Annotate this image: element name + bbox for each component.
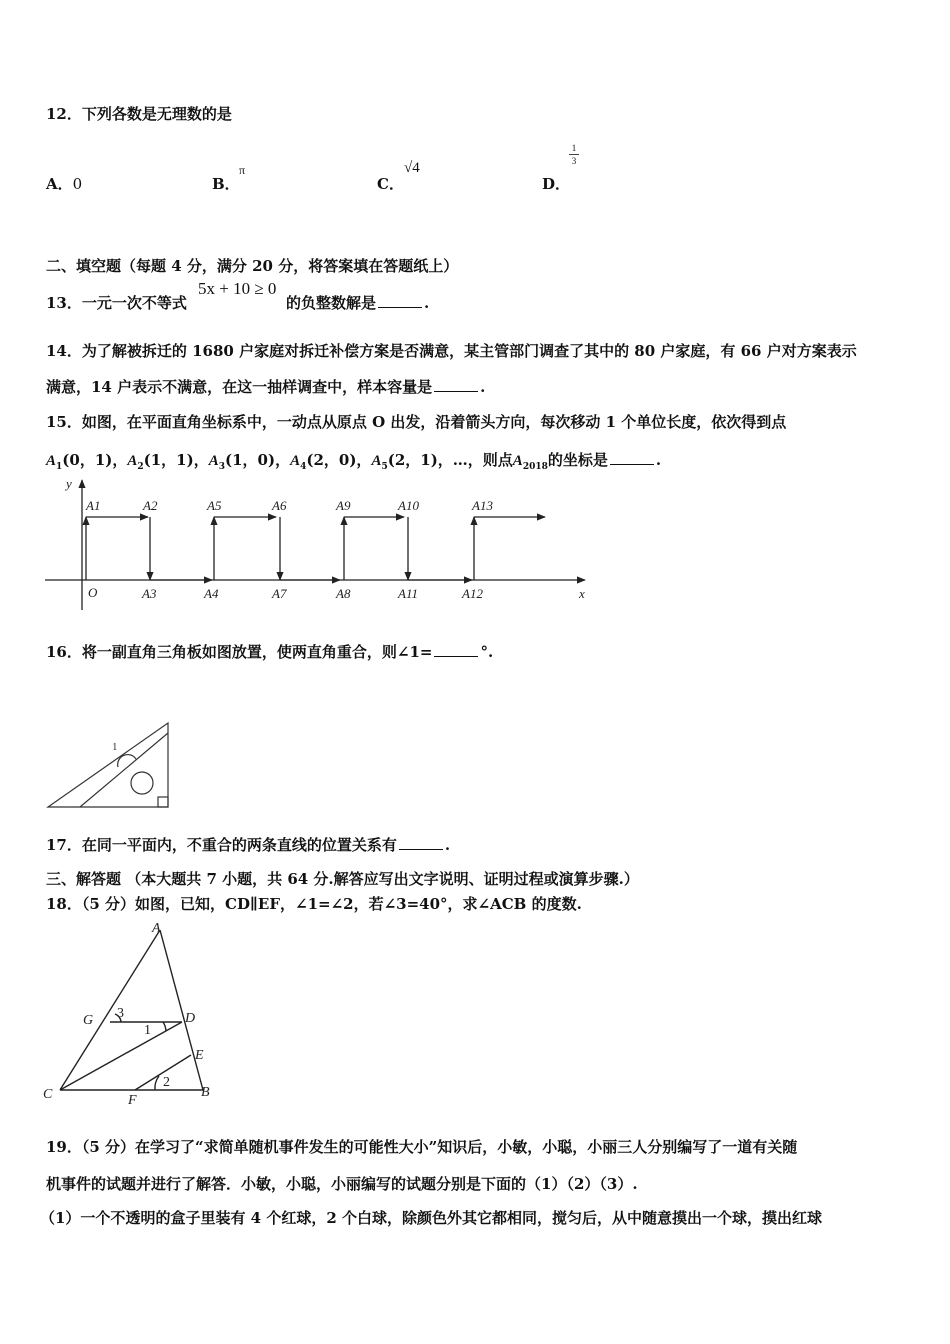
q13 xyxy=(46,292,187,313)
label-2: 2 xyxy=(163,1075,170,1090)
answer-blank xyxy=(378,295,422,308)
label-a11: A11 xyxy=(398,586,418,601)
point-coord: (2，1)，…，则点 xyxy=(387,451,513,469)
label-a7: A7 xyxy=(272,586,287,601)
q12-option-a xyxy=(46,173,82,194)
point-sub: 2 xyxy=(137,462,144,472)
q15-line1 xyxy=(46,411,786,432)
q14-line1 xyxy=(46,340,857,361)
answer-blank xyxy=(434,644,478,657)
q16-figure xyxy=(40,715,180,815)
label-a3: A3 xyxy=(142,586,157,601)
q13-end: . xyxy=(424,294,430,312)
point-coord: (0，1)， xyxy=(62,451,128,469)
point-sub: 3 xyxy=(218,462,225,472)
angle-1-arc xyxy=(163,1022,166,1031)
label-a1: A1 xyxy=(86,498,101,513)
label-3: 3 xyxy=(117,1006,124,1021)
q17 xyxy=(46,834,450,855)
fraction-denominator: 3 xyxy=(571,156,577,166)
q17-end: . xyxy=(444,836,451,854)
q14-line2 xyxy=(46,376,485,397)
label-e: E xyxy=(195,1048,204,1063)
origin-label: O xyxy=(88,585,98,600)
q12-number: 12． xyxy=(46,105,82,123)
label-c: C xyxy=(43,1087,53,1102)
answer-blank xyxy=(610,452,654,465)
point-sub: 5 xyxy=(381,462,388,472)
option-letter: C． xyxy=(377,175,404,193)
axis-y-label: y xyxy=(66,476,72,491)
point-coord: (1，0)， xyxy=(225,451,291,469)
section2-title: 二、填空题（每题 4 分，满分 20 分，将答案填在答题纸上） xyxy=(46,257,459,275)
label-a9: A9 xyxy=(336,498,351,513)
point-coord: (2，0)， xyxy=(306,451,372,469)
q19-line3: （1）一个不透明的盒子里装有 4 个红球，2 个白球，除颜色外其它都相同，搅匀后，从中随意摸出一个球，摸出红球 xyxy=(40,1209,822,1227)
point-name: A xyxy=(46,453,57,469)
q17-number: 17． xyxy=(46,836,82,854)
point-name: A xyxy=(371,453,382,469)
q16-end: °. xyxy=(480,643,494,661)
point-coord: (1，1)， xyxy=(143,451,209,469)
triangle-small-edge xyxy=(80,733,168,807)
angle-2-arc xyxy=(155,1076,159,1090)
q13-number: 13． xyxy=(46,294,82,312)
q15-line1-text: 如图，在平面直角坐标系中，一动点从原点 O 出发，沿着箭头方向，每次移动 1 个单位长度，依次得到点 xyxy=(81,413,787,431)
axis-x-label: x xyxy=(579,586,585,601)
q12-stem-text: 下列各数是无理数的是 xyxy=(81,105,232,123)
label-a13: A13 xyxy=(472,498,493,513)
q15-line2 xyxy=(46,449,661,472)
label-a4: A4 xyxy=(204,586,219,601)
label-1: 1 xyxy=(144,1023,151,1038)
q15-tail: 的坐标是 xyxy=(547,451,608,469)
label-a5: A5 xyxy=(207,498,222,513)
q13-after: 的负整数解是 xyxy=(286,294,377,312)
triangle-hole xyxy=(131,772,153,794)
q14-line2-text: 满意，14 户表示不满意，在这一抽样调查中，样本容量是 xyxy=(46,378,433,396)
q16 xyxy=(46,641,493,662)
q15-figure xyxy=(0,470,620,610)
line-ab xyxy=(160,930,203,1090)
label-d: D xyxy=(185,1011,196,1026)
pi-symbol: π xyxy=(239,163,246,177)
point-name: A xyxy=(512,453,523,469)
answer-blank xyxy=(434,379,478,392)
sqrt-four: √4 xyxy=(404,160,420,176)
fraction-numerator: 1 xyxy=(571,143,577,153)
q19-line2: 机事件的试题并进行了解答．小敏，小聪，小丽编写的试题分别是下面的（1）（2）（3）. xyxy=(46,1175,638,1193)
q17-text: 在同一平面内，不重合的两条直线的位置关系有 xyxy=(81,836,397,854)
q13-formula: 5x + 10 ≥ 0 xyxy=(198,279,277,298)
angle-1-label: 1 xyxy=(112,741,118,753)
fraction-one-third xyxy=(569,143,579,166)
fraction-bar xyxy=(569,154,579,155)
q12-option-b xyxy=(212,173,240,194)
point-sub: 1 xyxy=(56,462,63,472)
point-sub: 2018 xyxy=(522,462,548,472)
q19-number: 19． xyxy=(46,1138,82,1156)
q15-end: . xyxy=(655,451,662,469)
line-ac xyxy=(60,930,160,1090)
label-b: B xyxy=(201,1085,210,1100)
q18 xyxy=(46,893,582,914)
q12-stem xyxy=(46,103,232,124)
q19-line1-text: （5 分）在学习了“求简单随机事件发生的可能性大小”知识后，小敏，小聪，小丽三人分别编写了一道有关随 xyxy=(81,1138,798,1156)
point-sub: 4 xyxy=(300,462,307,472)
option-value: 0 xyxy=(72,175,83,193)
label-a8: A8 xyxy=(336,586,351,601)
label-a2: A2 xyxy=(143,498,158,513)
q18-text: （5 分）如图，已知，CD∥EF，∠1=∠2，若∠3=40°，求∠ACB 的度数. xyxy=(81,895,582,913)
section3-title: 三、解答题 （本大题共 7 小题，共 64 分.解答应写出文字说明、证明过程或演算步骤.） xyxy=(46,870,639,888)
q14-line1-text: 为了解被拆迁的 1680 户家庭对拆迁补偿方案是否满意，某主管部门调查了其中的 80 户家庭，有 66 户对方案表示 xyxy=(81,342,857,360)
q15-number: 15． xyxy=(46,413,82,431)
point-name: A xyxy=(127,453,138,469)
q13-before: 一元一次不等式 xyxy=(81,294,187,312)
q18-figure xyxy=(35,918,225,1108)
label-f: F xyxy=(128,1093,137,1108)
q16-number: 16． xyxy=(46,643,82,661)
option-letter: B． xyxy=(212,175,240,193)
q12-option-d xyxy=(542,173,570,194)
label-g: G xyxy=(83,1013,94,1028)
label-a10: A10 xyxy=(398,498,419,513)
option-letter: D． xyxy=(542,175,571,193)
q19-line1 xyxy=(46,1136,797,1157)
label-a: A xyxy=(152,921,161,936)
q14-number: 14． xyxy=(46,342,82,360)
right-angle-mark xyxy=(158,797,168,807)
q14-end: . xyxy=(480,378,486,396)
point-name: A xyxy=(208,453,219,469)
q12-option-c xyxy=(377,173,404,194)
q13-tail xyxy=(286,292,429,313)
q18-number: 18． xyxy=(46,895,82,913)
answer-blank xyxy=(399,837,443,850)
triangle-large xyxy=(48,723,168,807)
label-a12: A12 xyxy=(462,586,483,601)
point-name: A xyxy=(290,453,301,469)
label-a6: A6 xyxy=(272,498,287,513)
option-letter: A． xyxy=(46,175,73,193)
q16-text: 将一副直角三角板如图放置，使两直角重合，则∠1= xyxy=(81,643,433,661)
